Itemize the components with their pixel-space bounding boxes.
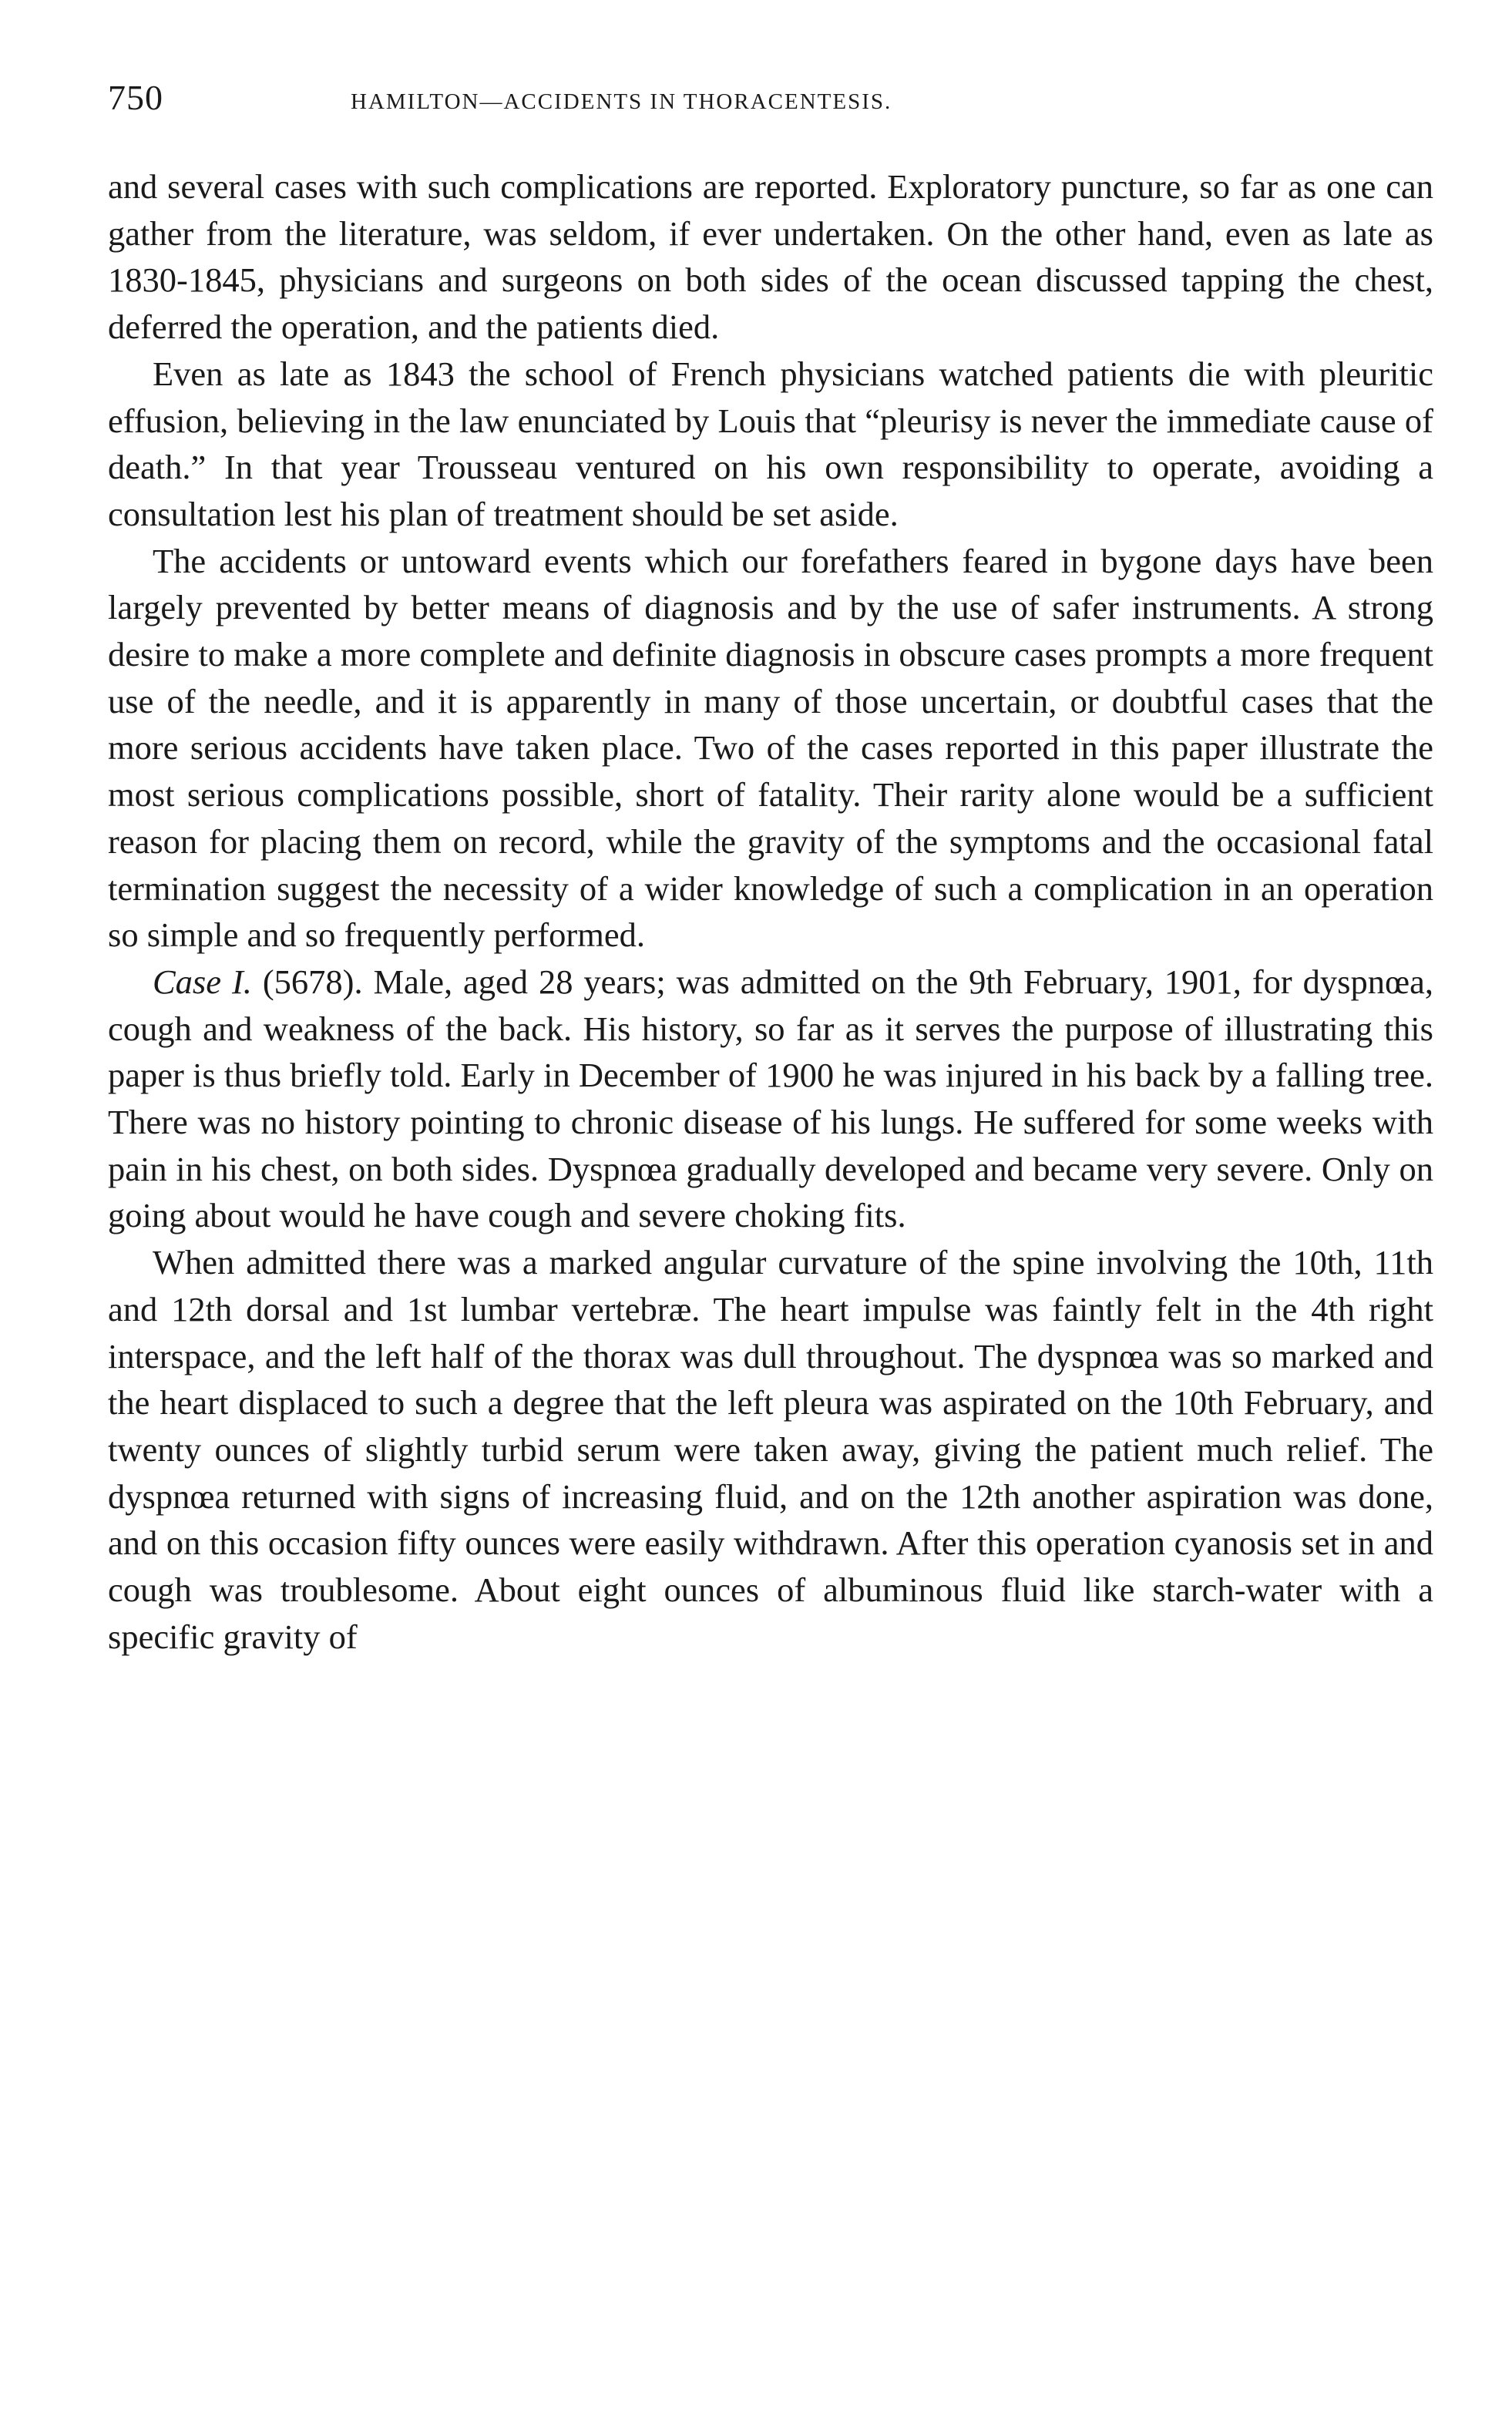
paragraph-continued: and several cases with such complications are reported. Exploratory puncture, so far as one can gather from the literature, was seldom, if ever undertaken. On the other hand, even as late as 1830-1845, physicians and surgeons on both sides of the ocean discussed tapping the chest, deferred the operation, and the patients died. [108,167,1433,347]
paragraph-trousseau: Even as late as 1843 the school of French physicians watched patients die with pleuritic effusion, believing in the law enunciated by Louis that “pleurisy is never the immediate cause of death.” In that year Trousseau ventured on his own responsibility to operate, avoiding a consultation lest his plan of treatment should be set aside. [108,354,1433,533]
body-text [108,163,1433,1661]
paragraph-accidents: The accidents or untoward events which our forefathers feared in bygone days have been largely prevented by better means of diagnosis and by the use of safer instruments. A strong desire to make a more complete and definite diagnosis in obscure cases prompts a more frequent use of the needle, and it is apparently in many of those uncertain, or doubtful cases that the more serious accidents have taken place. Two of the cases reported in this paper illustrate the most serious complications possible, short of fatality. Their rarity alone would be a sufficient reason for placing them on record, while the gravity of the symptoms and the occasional fatal termination suggest the necessity of a wider knowledge of such a complication in an operation so simple and so frequently performed. [108,541,1433,955]
paragraph-case-one [108,959,1433,1239]
case-label: Case I. [153,962,252,1001]
paragraph-admission: When admitted there was a marked angular curvature of the spine involving the 10th, 11th and 12th dorsal and 1st lumbar vertebræ. The heart impulse was faintly felt in the 4th right interspace, and the left half of the thorax was dull throughout. The dyspnœa was so marked and the heart displaced to such a degree that the left pleura was aspirated on the 10th February, and twenty ounces of slightly turbid serum were taken away, giving the patient much relief. The dyspnœa returned with signs of increasing fluid, and on the 12th another aspiration was done, and on this occasion fifty ounces were easily withdrawn. After this operation cyanosis set in and cough was troublesome. About eight ounces of albuminous fluid like starch-water with a specific gravity of [108,1243,1433,1656]
running-head [108,62,1433,123]
page-number: 750 [108,78,163,117]
case-text: (5678). Male, aged 28 years; was admitted on the 9th February, 1901, for dyspnœa, cough and weakness of the back. His history, so far as it serves the purpose of illustrating this paper is thus briefly told. Early in December of 1900 he was injured in his back by a falling tree. There was no history pointing to chronic disease of his lungs. He suffered for some weeks with pain in his chest, on both sides. Dyspnœa gradually developed and became very severe. Only on going about would he have cough and severe choking fits. [108,962,1434,1235]
running-title: HAMILTON—ACCIDENTS IN THORACENTESIS. [351,89,892,114]
page [108,62,1433,1661]
